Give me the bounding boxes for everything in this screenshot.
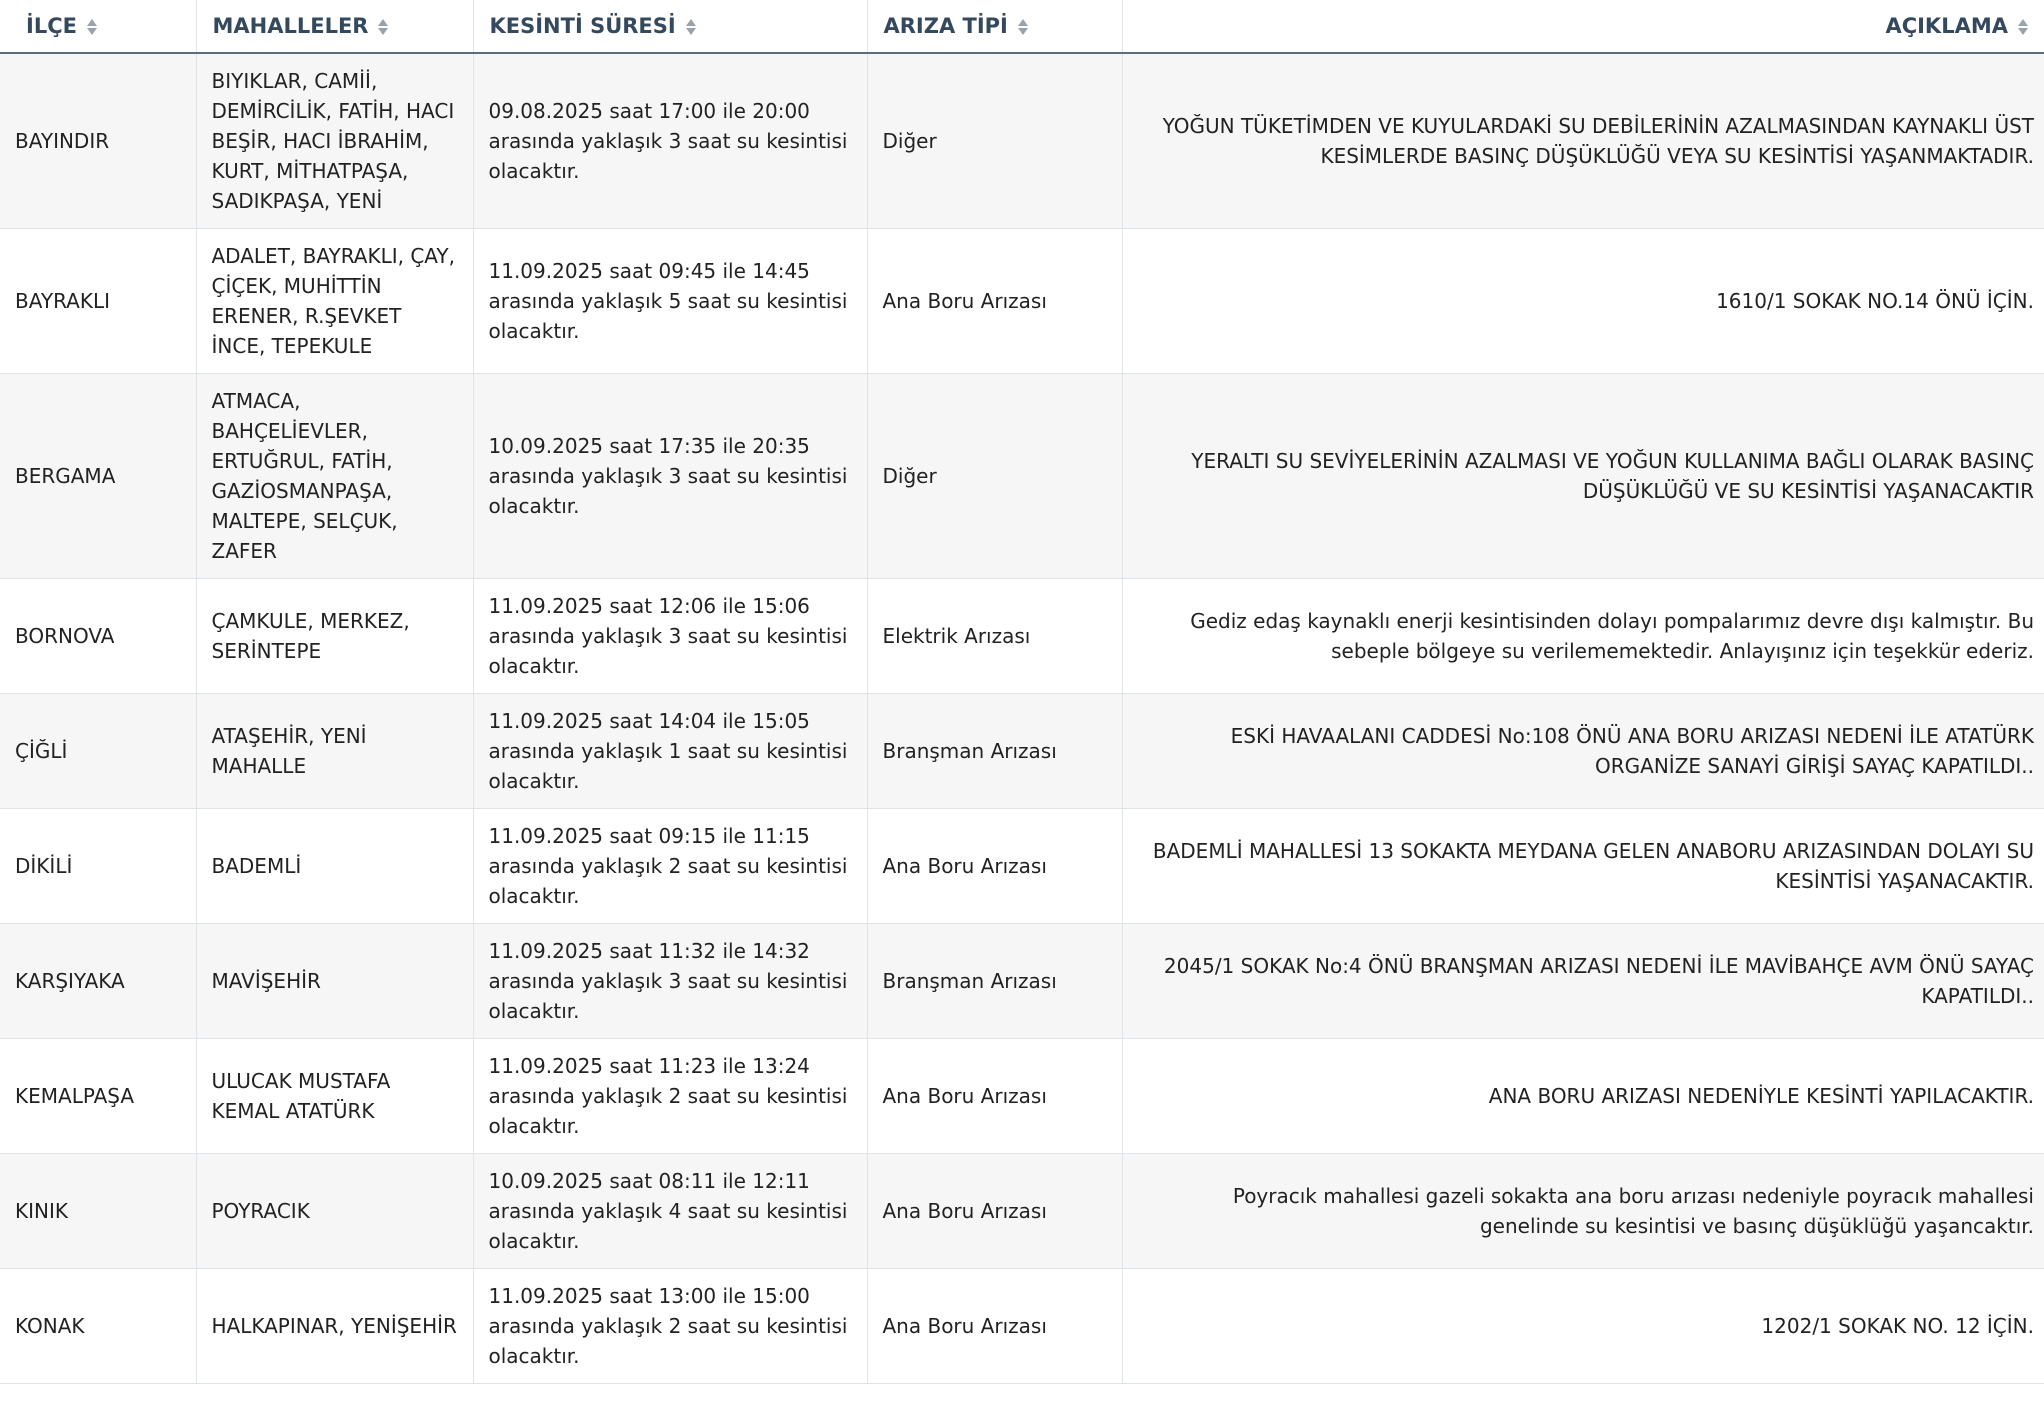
cell-kesinti-suresi: 11.09.2025 saat 11:23 ile 13:24 arasında yaklaşık 2 saat su kesintisi olacaktır. xyxy=(473,1039,867,1154)
cell-aciklama: ANA BORU ARIZASI NEDENİYLE KESİNTİ YAPILACAKTIR. xyxy=(1122,1039,2044,1154)
column-header-aciklama[interactable] xyxy=(1122,0,2044,53)
sort-icon[interactable] xyxy=(1018,18,1028,36)
table-header xyxy=(0,0,2044,53)
table-row xyxy=(0,924,2044,1039)
table-row xyxy=(0,694,2044,809)
table-body xyxy=(0,53,2044,1384)
cell-kesinti-suresi: 11.09.2025 saat 11:32 ile 14:32 arasında yaklaşık 3 saat su kesintisi olacaktır. xyxy=(473,924,867,1039)
cell-ilce: KONAK xyxy=(0,1269,196,1384)
column-header-label: KESİNTİ SÜRESİ xyxy=(489,14,676,38)
column-header-mahalleler[interactable] xyxy=(196,0,473,53)
cell-ariza-tipi: Branşman Arızası xyxy=(867,924,1122,1039)
sort-icon[interactable] xyxy=(686,18,696,36)
cell-ariza-tipi: Diğer xyxy=(867,53,1122,229)
cell-mahalleler: BIYIKLAR, CAMİİ, DEMİRCİLİK, FATİH, HACI BEŞİR, HACI İBRAHİM, KURT, MİTHATPAŞA, SADIKPAŞA, YENİ xyxy=(196,53,473,229)
cell-aciklama: 2045/1 SOKAK No:4 ÖNÜ BRANŞMAN ARIZASI NEDENİ İLE MAVİBAHÇE AVM ÖNÜ SAYAÇ KAPATILDI.. xyxy=(1122,924,2044,1039)
cell-aciklama: ESKİ HAVAALANI CADDESİ No:108 ÖNÜ ANA BORU ARIZASI NEDENİ İLE ATATÜRK ORGANİZE SANAYİ GİRİŞİ SAYAÇ KAPATILDI.. xyxy=(1122,694,2044,809)
cell-mahalleler: ATAŞEHİR, YENİ MAHALLE xyxy=(196,694,473,809)
cell-mahalleler: POYRACIK xyxy=(196,1154,473,1269)
cell-ilce: KARŞIYAKA xyxy=(0,924,196,1039)
cell-mahalleler: MAVİŞEHİR xyxy=(196,924,473,1039)
cell-kesinti-suresi: 11.09.2025 saat 09:45 ile 14:45 arasında yaklaşık 5 saat su kesintisi olacaktır. xyxy=(473,229,867,374)
column-header-label: MAHALLELER xyxy=(212,14,369,38)
cell-mahalleler: ÇAMKULE, MERKEZ, SERİNTEPE xyxy=(196,579,473,694)
column-header-label: AÇIKLAMA xyxy=(1885,14,2008,38)
cell-ariza-tipi: Ana Boru Arızası xyxy=(867,1154,1122,1269)
cell-ilce: BORNOVA xyxy=(0,579,196,694)
table-row xyxy=(0,53,2044,229)
cell-ilce: DİKİLİ xyxy=(0,809,196,924)
table-row xyxy=(0,1269,2044,1384)
column-header-label: ARIZA TİPİ xyxy=(883,14,1008,38)
cell-kesinti-suresi: 11.09.2025 saat 14:04 ile 15:05 arasında yaklaşık 1 saat su kesintisi olacaktır. xyxy=(473,694,867,809)
sort-icon[interactable] xyxy=(87,18,97,36)
cell-ariza-tipi: Ana Boru Arızası xyxy=(867,1039,1122,1154)
cell-ilce: BERGAMA xyxy=(0,374,196,579)
cell-mahalleler: ATMACA, BAHÇELİEVLER, ERTUĞRUL, FATİH, GAZİOSMANPAŞA, MALTEPE, SELÇUK, ZAFER xyxy=(196,374,473,579)
cell-kesinti-suresi: 09.08.2025 saat 17:00 ile 20:00 arasında yaklaşık 3 saat su kesintisi olacaktır. xyxy=(473,53,867,229)
cell-kesinti-suresi: 10.09.2025 saat 08:11 ile 12:11 arasında yaklaşık 4 saat su kesintisi olacaktır. xyxy=(473,1154,867,1269)
cell-ilce: KEMALPAŞA xyxy=(0,1039,196,1154)
cell-aciklama: YOĞUN TÜKETİMDEN VE KUYULARDAKİ SU DEBİLERİNİN AZALMASINDAN KAYNAKLI ÜST KESİMLERDE BASINÇ DÜŞÜKLÜĞÜ VEYA SU KESİNTİSİ YAŞANMAKTADIR. xyxy=(1122,53,2044,229)
cell-ariza-tipi: Elektrik Arızası xyxy=(867,579,1122,694)
cell-ilce: ÇİĞLİ xyxy=(0,694,196,809)
column-header-label: İLÇE xyxy=(26,14,77,38)
cell-mahalleler: ADALET, BAYRAKLI, ÇAY, ÇİÇEK, MUHİTTİN ERENER, R.ŞEVKET İNCE, TEPEKULE xyxy=(196,229,473,374)
sort-icon[interactable] xyxy=(378,18,388,36)
table-row xyxy=(0,1154,2044,1269)
cell-aciklama: Gediz edaş kaynaklı enerji kesintisinden dolayı pompalarımız devre dışı kalmıştır. Bu sebeple bölgeye su verilememektedir. Anlayışınız için teşekkür ederiz. xyxy=(1122,579,2044,694)
cell-ariza-tipi: Ana Boru Arızası xyxy=(867,1269,1122,1384)
cell-ariza-tipi: Ana Boru Arızası xyxy=(867,809,1122,924)
column-header-kesinti-suresi[interactable] xyxy=(473,0,867,53)
cell-kesinti-suresi: 11.09.2025 saat 12:06 ile 15:06 arasında yaklaşık 3 saat su kesintisi olacaktır. xyxy=(473,579,867,694)
sort-icon[interactable] xyxy=(2018,18,2028,36)
cell-aciklama: Poyracık mahallesi gazeli sokakta ana boru arızası nedeniyle poyracık mahallesi genelinde su kesintisi ve basınç düşüklüğü yaşancaktır. xyxy=(1122,1154,2044,1269)
cell-aciklama: BADEMLİ MAHALLESİ 13 SOKAKTA MEYDANA GELEN ANABORU ARIZASINDAN DOLAYI SU KESİNTİSİ YAŞANACAKTIR. xyxy=(1122,809,2044,924)
cell-ilce: BAYRAKLI xyxy=(0,229,196,374)
cell-aciklama: 1202/1 SOKAK NO. 12 İÇİN. xyxy=(1122,1269,2044,1384)
cell-ariza-tipi: Diğer xyxy=(867,374,1122,579)
column-header-ilce[interactable] xyxy=(0,0,196,53)
cell-ariza-tipi: Ana Boru Arızası xyxy=(867,229,1122,374)
cell-kesinti-suresi: 11.09.2025 saat 13:00 ile 15:00 arasında yaklaşık 2 saat su kesintisi olacaktır. xyxy=(473,1269,867,1384)
cell-aciklama: 1610/1 SOKAK NO.14 ÖNÜ İÇİN. xyxy=(1122,229,2044,374)
column-header-ariza-tipi[interactable] xyxy=(867,0,1122,53)
cell-kesinti-suresi: 11.09.2025 saat 09:15 ile 11:15 arasında yaklaşık 2 saat su kesintisi olacaktır. xyxy=(473,809,867,924)
cell-ilce: BAYINDIR xyxy=(0,53,196,229)
header-row xyxy=(0,0,2044,53)
cell-ariza-tipi: Branşman Arızası xyxy=(867,694,1122,809)
cell-mahalleler: HALKAPINAR, YENİŞEHİR xyxy=(196,1269,473,1384)
cell-ilce: KINIK xyxy=(0,1154,196,1269)
table-row xyxy=(0,229,2044,374)
cell-aciklama: YERALTI SU SEVİYELERİNİN AZALMASI VE YOĞUN KULLANIMA BAĞLI OLARAK BASINÇ DÜŞÜKLÜĞÜ VE SU KESİNTİSİ YAŞANACAKTIR xyxy=(1122,374,2044,579)
cell-mahalleler: ULUCAK MUSTAFA KEMAL ATATÜRK xyxy=(196,1039,473,1154)
table-row xyxy=(0,374,2044,579)
table-row xyxy=(0,579,2044,694)
cell-kesinti-suresi: 10.09.2025 saat 17:35 ile 20:35 arasında yaklaşık 3 saat su kesintisi olacaktır. xyxy=(473,374,867,579)
cell-mahalleler: BADEMLİ xyxy=(196,809,473,924)
table-row xyxy=(0,1039,2044,1154)
table-row xyxy=(0,809,2044,924)
